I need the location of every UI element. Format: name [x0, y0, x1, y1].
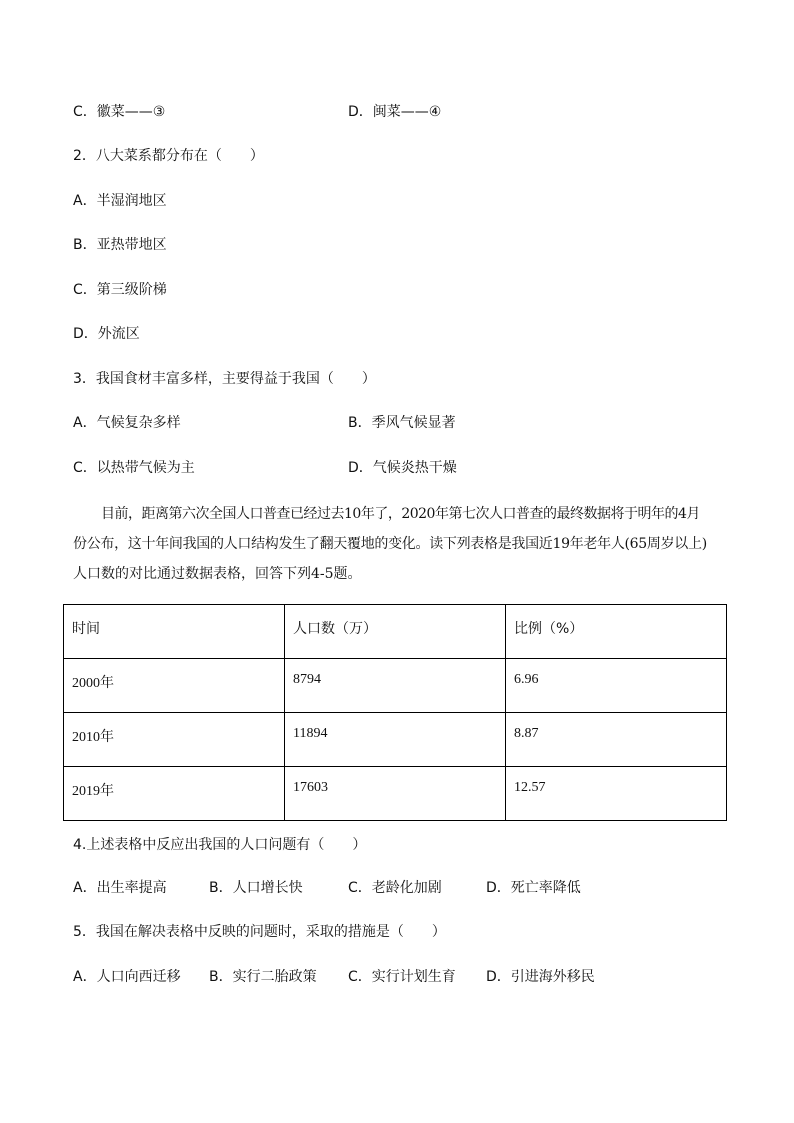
table-cell-year: 2000年: [64, 659, 285, 713]
table-header-population: 人口数（万）: [285, 605, 506, 659]
table-cell-ratio: 6.96: [506, 659, 727, 713]
q4-stem: 4.上述表格中反应出我国的人口问题有（ ）: [73, 837, 367, 853]
q5-option-c: C．实行计划生育: [348, 969, 456, 985]
q3-option-d: D．气候炎热干燥: [348, 460, 457, 476]
q2-option-c: C．第三级阶梯: [73, 282, 167, 298]
table-row: [64, 713, 727, 767]
q5-option-b: B．实行二胎政策: [209, 969, 317, 985]
passage-line-3: 人口数的对比通过数据表格，回答下列4-5题。: [73, 566, 362, 582]
q4-option-c: C．老龄化加剧: [348, 880, 442, 896]
q1-option-d: D．闽菜——④: [348, 104, 442, 120]
passage-line-1: 目前，距离第六次全国人口普查已经过去10年了，2020年第七次人口普查的最终数据将于明年的4月: [101, 506, 700, 522]
q2-option-b: B．亚热带地区: [73, 237, 167, 253]
table-cell-population: 17603: [285, 767, 506, 821]
q4-option-b: B．人口增长快: [209, 880, 303, 896]
q3-option-c: C．以热带气候为主: [73, 460, 195, 476]
q5-option-d: D．引进海外移民: [486, 969, 595, 985]
q3-option-b: B．季风气候显著: [348, 415, 456, 431]
passage-line-2: 份公布，这十年间我国的人口结构发生了翻天覆地的变化。读下列表格是我国近19年老年人(65周岁以上): [73, 536, 707, 552]
q3-option-a: A．气候复杂多样: [73, 415, 181, 431]
q4-option-a: A．出生率提高: [73, 880, 167, 896]
table-cell-population: 8794: [285, 659, 506, 713]
q2-option-a: A．半湿润地区: [73, 193, 167, 209]
table-header-row: [64, 605, 727, 659]
table-header-time: 时间: [64, 605, 285, 659]
table-row: [64, 659, 727, 713]
q4-option-d: D．死亡率降低: [486, 880, 581, 896]
q3-stem: 3．我国食材丰富多样，主要得益于我国（ ）: [73, 371, 376, 387]
table-row: [64, 767, 727, 821]
q2-option-d: D．外流区: [73, 326, 140, 342]
table-cell-ratio: 8.87: [506, 713, 727, 767]
table-header-ratio: 比例（%）: [506, 605, 727, 659]
q5-option-a: A．人口向西迁移: [73, 969, 181, 985]
table-cell-year: 2010年: [64, 713, 285, 767]
table-cell-ratio: 12.57: [506, 767, 727, 821]
q1-option-c: C．徽菜——③: [73, 104, 166, 120]
population-table: [63, 604, 727, 821]
table-cell-population: 11894: [285, 713, 506, 767]
q5-stem: 5．我国在解决表格中反映的问题时，采取的措施是（ ）: [73, 924, 446, 940]
q2-stem: 2．八大菜系都分布在（ ）: [73, 148, 264, 164]
table-cell-year: 2019年: [64, 767, 285, 821]
